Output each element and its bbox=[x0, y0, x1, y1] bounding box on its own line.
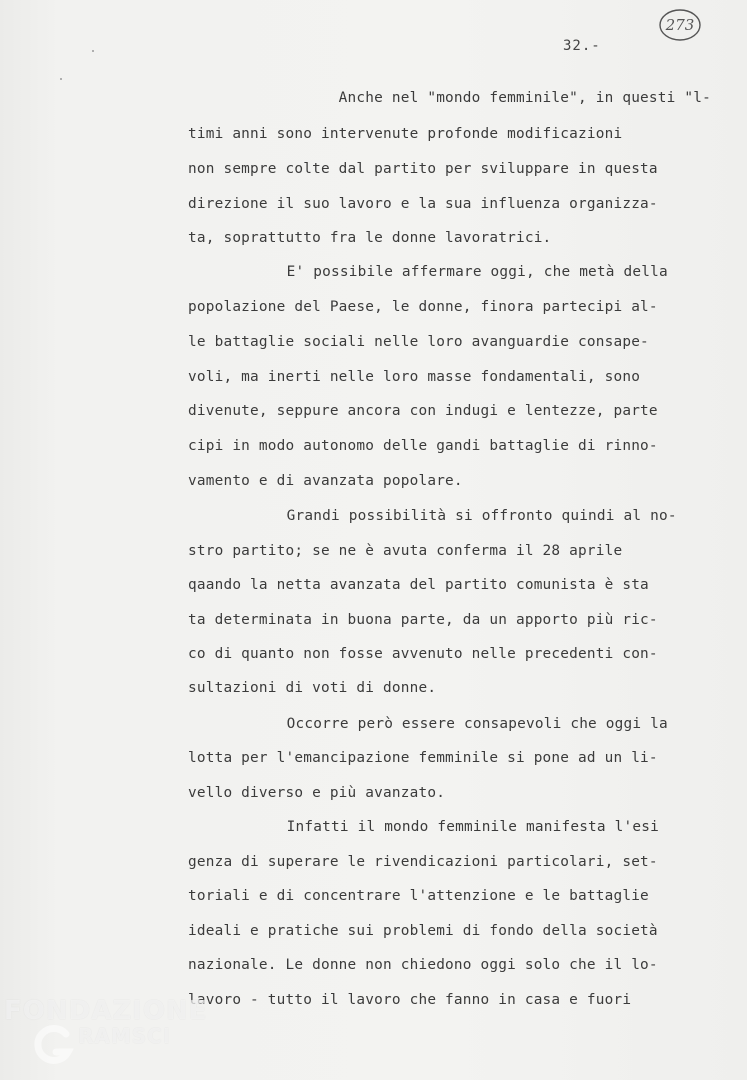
text-line: ta determinata in buona parte, da un apporto più ric- bbox=[188, 612, 658, 628]
text-line: E' possibile affermare oggi, che metà della bbox=[136, 264, 668, 280]
text-line: vello diverso e più avanzato. bbox=[188, 785, 446, 801]
text-line: co di quanto non fosse avvenuto nelle precedenti con- bbox=[188, 646, 658, 662]
text-line: qaando la netta avanzata del partito comunista è sta bbox=[188, 577, 649, 593]
archive-page-stamp bbox=[658, 8, 702, 42]
text-line: Occorre però essere consapevoli che oggi la bbox=[136, 716, 668, 732]
text-line: nazionale. Le donne non chiedono oggi solo che il lo- bbox=[188, 957, 658, 973]
page-number: 32.- bbox=[563, 38, 601, 54]
text-line: Anche nel "mondo femminile", in questi "l- bbox=[188, 90, 711, 106]
text-line: popolazione del Paese, le donne, finora partecipi al- bbox=[188, 299, 658, 315]
watermark-line-1: FONDAZIONE bbox=[4, 996, 208, 1026]
text-line: divenute, seppure ancora con indugi e lentezze, parte bbox=[188, 403, 658, 419]
text-line: direzione il suo lavoro e la sua influenza organizza- bbox=[188, 196, 658, 212]
text-line: stro partito; se ne è avuta conferma il 28 aprile bbox=[188, 543, 623, 559]
text-line: Infatti il mondo femminile manifesta l'esi bbox=[136, 819, 659, 835]
text-line: voli, ma inerti nelle loro masse fondamentali, sono bbox=[188, 369, 641, 385]
text-line: lotta per l'emancipazione femminile si pone ad un li- bbox=[188, 750, 658, 766]
text-line: toriali e di concentrare l'attenzione e le battaglie bbox=[188, 888, 649, 904]
paper-speck bbox=[60, 78, 62, 80]
text-line: non sempre colte dal partito per sviluppare in questa bbox=[188, 161, 658, 177]
text-line: Grandi possibilità si offronto quindi al no- bbox=[136, 508, 677, 524]
text-line: ideali e pratiche sui problemi di fondo della società bbox=[188, 923, 658, 939]
paper-speck bbox=[92, 50, 94, 52]
text-line: le battaglie sociali nelle loro avanguardie consape- bbox=[188, 334, 649, 350]
text-line: ta, soprattutto fra le donne lavoratrici. bbox=[188, 230, 552, 246]
text-line: lavoro - tutto il lavoro che fanno in casa e fuori bbox=[188, 992, 632, 1008]
stamp-number: 273 bbox=[665, 16, 695, 34]
text-line: genza di superare le rivendicazioni particolari, set- bbox=[188, 854, 658, 870]
text-line: cipi in modo autonomo delle gandi battaglie di rinno- bbox=[188, 438, 658, 454]
fondazione-gramsci-watermark bbox=[0, 996, 208, 1076]
watermark-line-2: RAMSCI bbox=[78, 1024, 172, 1048]
text-line: vamento e di avanzata popolare. bbox=[188, 473, 463, 489]
text-line: sultazioni di voti di donne. bbox=[188, 680, 437, 696]
text-line: timi anni sono intervenute profonde modificazioni bbox=[188, 126, 623, 142]
gramsci-g-logo-icon bbox=[30, 1022, 76, 1068]
